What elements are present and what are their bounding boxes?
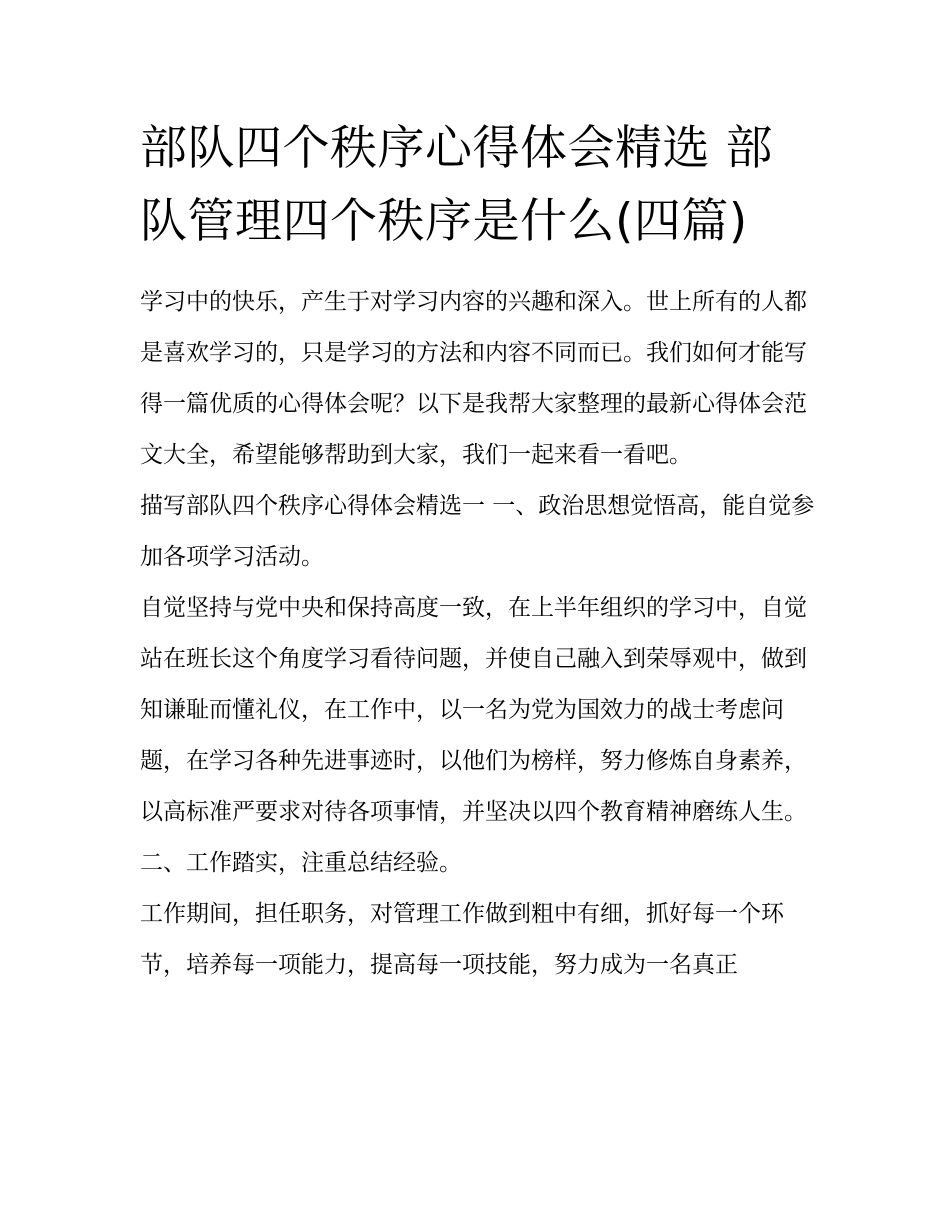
paragraph-intro: 学习中的快乐，产生于对学习内容的兴趣和深入。世上所有的人都是喜欢学习的，只是学习的方法和内容不同而已。我们如何才能写得一篇优质的心得体会呢？以下是我帮大家整理的最新心得体会范文大全，希望能够帮助到大家，我们一起来看一看吧。 [140,289,807,468]
paragraph-work-experience: 工作期间，担任职务，对管理工作做到粗中有细，抓好每一个环节，培养每一项能力，提高每一项技能，努力成为一名真正 [140,901,784,978]
paragraph-section-two-heading: 二、工作踏实，注重总结经验。 [140,850,462,876]
document-body [140,277,820,991]
document-title: 部队四个秩序心得体会精选 部队管理四个秩序是什么(四篇) [140,121,773,249]
paragraph-section-one-heading: 描写部队四个秩序心得体会精选一 一、政治思想觉悟高，能自觉参加各项学习活动。 [140,493,815,570]
paragraph-political-thought: 自觉坚持与党中央和保持高度一致，在上半年组织的学习中，自觉站在班长这个角度学习看待问题，并使自己融入到荣辱观中，做到知谦耻而懂礼仪，在工作中，以一名为党为国效力的战士考虑问题，在学习各种先进事迹时，以他们为榜样，努力修炼自身素养，以高标准严要求对待各项事情，并坚决以四个教育精神磨练人生。 [140,595,807,825]
